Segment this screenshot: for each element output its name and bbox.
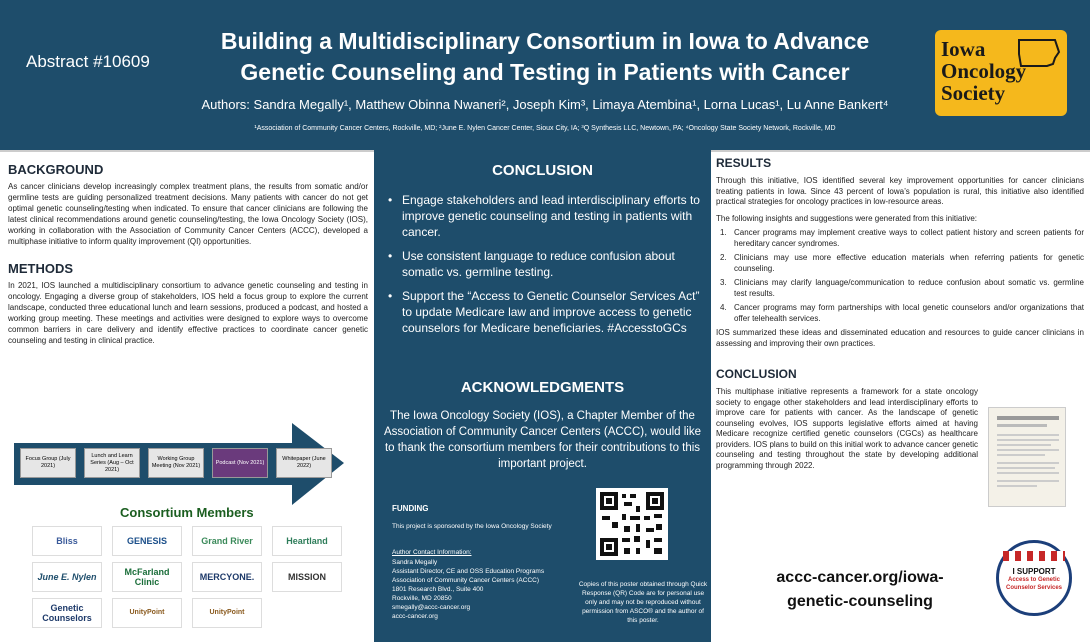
member-logo: Bliss <box>32 526 102 556</box>
poster-title <box>170 26 920 88</box>
flag-stripes <box>1003 551 1065 561</box>
results-summary: IOS summarized these ideas and disseminated education and resources to guide cancer clinicians in assessing and improving their own practices. <box>716 328 1084 348</box>
contact-info: Sandra Megally Assistant Director, CE and OSS Education Programs Association of Community Cancer Centers (ACCC) 1801 Research Blvd., Suite 400 Rockville, MD 20850 smegally@accc-cancer.org accc-cancer.org <box>392 559 545 620</box>
member-logo: UnityPoint <box>112 598 182 628</box>
results-list <box>716 228 1084 324</box>
member-logo: MERCYONE. <box>192 562 262 592</box>
member-logo: June E. Nylen <box>32 562 102 592</box>
middle-column <box>374 150 711 642</box>
funding-text: This project is sponsored by the Iowa Oncology Society <box>392 523 552 530</box>
member-logo: Genetic Counselors <box>32 598 102 628</box>
website-url[interactable]: accc-cancer.org/iowa- genetic-counseling <box>776 569 944 610</box>
member-logo: Grand River <box>192 526 262 556</box>
acknowledgments-heading: ACKNOWLEDGMENTS <box>460 379 625 396</box>
conclusion-heading: CONCLUSION <box>492 162 593 179</box>
authors: Authors: Sandra Megally¹, Matthew Obinna Nwaneri², Joseph Kim³, Limaya Atembina¹, Lorna Lucas¹, Lu Anne Bankert⁴ <box>201 97 889 112</box>
i-support-badge: I SUPPORT Access to Genetic Counselor Services <box>996 540 1072 616</box>
list-item: • Engage stakeholders and lead interdisciplinary efforts to improve genetic counseling and testing in patients with cancer. <box>388 193 700 239</box>
member-logo: UnityPoint <box>192 598 262 628</box>
title-line-2: Genetic Counseling and Testing in Patients with Cancer <box>240 59 850 85</box>
timeline-step: Podcast (Nov 2021) <box>212 448 268 478</box>
list-item: • Use consistent language to reduce confusion about somatic vs. germline testing. <box>388 249 675 279</box>
abstract-number: Abstract #10609 <box>26 52 150 71</box>
results-intro: Through this initiative, IOS identified several key improvement opportunities for cancer clinicians treating patients in Iowa. Since 43 percent of Iowa’s population is rural, this initiative also identified practical strategies for oncology practices in low-resource areas. <box>716 176 1084 206</box>
consortium-heading: Consortium Members <box>120 505 254 520</box>
timeline-step: Focus Group (July 2021) <box>20 448 76 478</box>
timeline-step: Lunch and Learn Series (Aug – Oct 2021) <box>84 448 140 478</box>
member-logo: McFarland Clinic <box>112 562 182 592</box>
list-item: 3. Clinicians may clarify language/communication to reduce confusion about somatic vs. germline test results. <box>720 278 1084 298</box>
document-icon <box>989 408 1067 508</box>
whitepaper-thumbnail <box>988 407 1066 507</box>
contact-heading: Author Contact Information: <box>392 549 472 556</box>
conclusion-right-heading: CONCLUSION <box>716 367 797 381</box>
member-logo: Heartland <box>272 526 342 556</box>
background-text: As cancer clinicians develop increasingly complex treatment plans, the results from somatic and/or germline tests are guiding personalized treatment decisions. Many patients with cancer do not get optimal genetic counseling/testing when indicated. To ensure that cancer clinicians are following the latest clinical recommendations around genetic counseling/testing, the Iowa Oncology Society (IOS), working in collaboration with the Association of Community Cancer Centers (ACCC), developed a multiphase initiative to inform quality improvement (QI) opportunities. <box>8 182 368 246</box>
methods-heading: METHODS <box>8 261 73 276</box>
list-item: 2. Clinicians may use more effective education materials when referring patients for genetic counseling. <box>720 253 1084 273</box>
qr-code-icon <box>596 488 668 560</box>
timeline-step: Working Group Meeting (Nov 2021) <box>148 448 204 478</box>
member-logo: GENESIS <box>112 526 182 556</box>
member-logo: MISSION <box>272 562 342 592</box>
funding-heading: FUNDING <box>392 504 429 513</box>
background-heading: BACKGROUND <box>8 162 104 177</box>
results-lead: The following insights and suggestions were generated from this initiative: <box>716 213 978 223</box>
logo-text: Iowa Oncology Society <box>941 37 1027 105</box>
iowa-map-icon <box>1017 36 1061 76</box>
timeline-step: Whitepaper (June 2022) <box>276 448 332 478</box>
affiliations: ¹Association of Community Cancer Centers, Rockville, MD; ²June E. Nylen Cancer Center, Sioux City, IA; ³Q Synthesis LLC, Newtown, PA; ⁴Oncology State Society Network, Rockville, MD <box>254 125 836 132</box>
list-item: • Support the “Access to Genetic Counselor Services Act” to update Medicare law and improve access to genetic counselors for Medicare beneficiaries. #AccesstoGCs <box>388 289 700 335</box>
iowa-oncology-society-logo <box>935 30 1067 116</box>
methods-text: In 2021, IOS launched a multidisciplinary consortium to advance genetic counseling and testing in oncology. Engaging a diverse group of stakeholders, IOS held a focus group to explore the current landscape, conducted three educational lunch and learn sessions, produced a podcast, and hosted a working group meeting. These meetings and activities were designed to explore ways to overcome common barriers in care delivery and identify effective practices to coordinate cancer genetic counseling and testing in clinical practice. <box>8 281 368 345</box>
results-heading: RESULTS <box>716 156 772 170</box>
header-banner <box>0 0 1090 150</box>
acknowledgments-text: The Iowa Oncology Society (IOS), a Chapter Member of the Association of Community Cancer Centers (ACCC), would like to thank the consortium members for their contributions to this important project. <box>384 410 701 470</box>
qr-copies-note: Copies of this poster obtained through Quick Response (QR) Code are for personal use only and may not be reproduced without permission from ASCO® and the author of this poster. <box>578 581 708 624</box>
left-column <box>8 156 368 346</box>
conclusion-bullets <box>380 192 705 344</box>
timeline <box>14 423 354 505</box>
list-item: 4. Cancer programs may form partnerships with local genetic counselors and/or organizations that offer telehealth services. <box>720 303 1084 323</box>
title-line-1: Building a Multidisciplinary Consortium in Iowa to Advance <box>220 28 870 54</box>
qr-code[interactable] <box>596 488 668 560</box>
conclusion-right-text: This multiphase initiative represents a framework for a state oncology society to engage other stakeholders and lead interdisciplinary efforts to improve care for patients with cancer. As the landscape of genetic counseling evolves, IOS supports legislative efforts aimed at having Medicare recognize certified genetic counselors (CGCs) as healthcare providers. IOS plans to build on this initial work to advance cancer genetic counseling and testing throughout the state by developing additional programming through 2022. <box>716 387 978 470</box>
list-item: 1. Cancer programs may implement creative ways to collect patient history and screen patients for hereditary cancer syndromes. <box>720 228 1084 248</box>
